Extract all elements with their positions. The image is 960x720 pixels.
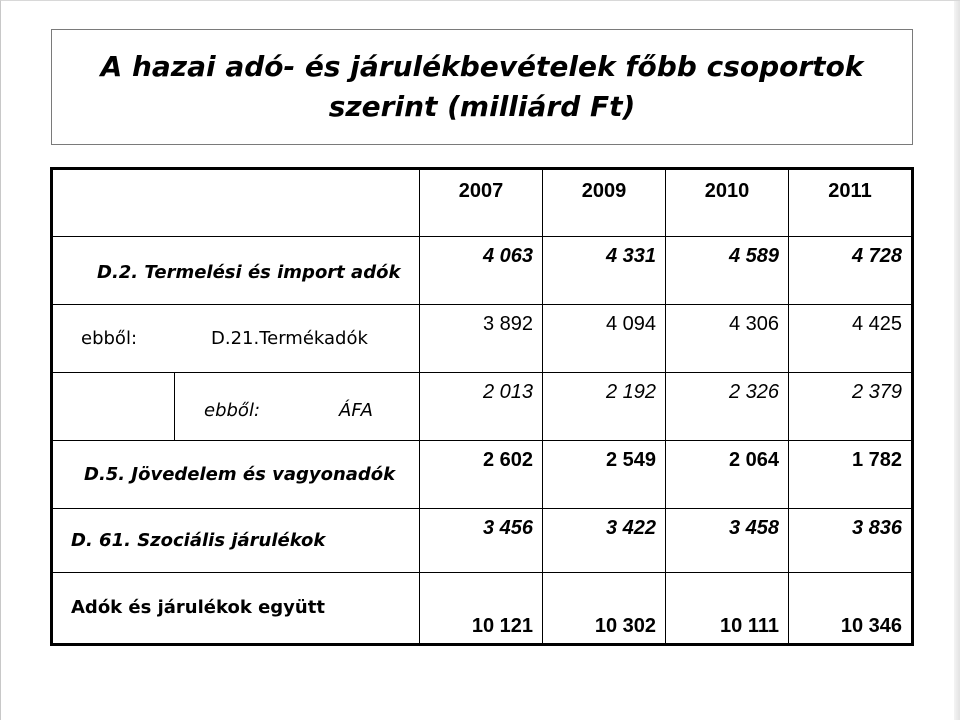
value-cell: 3 458 (666, 509, 789, 573)
table-row (52, 441, 913, 509)
title-line-1: A hazai adó- és járulékbevételek főbb csoportok (100, 50, 864, 83)
table-row (52, 237, 913, 305)
revenue-table (50, 167, 914, 646)
value-cell: 3 836 (789, 509, 913, 573)
value-cell: 4 728 (789, 237, 913, 305)
header-row (52, 169, 913, 237)
header-empty-cell (52, 169, 420, 237)
value-cell: 2 602 (420, 441, 543, 509)
row-label-cell (52, 509, 420, 573)
value-cell: 2 192 (543, 373, 666, 441)
value-cell: 10 346 (789, 573, 913, 645)
value-cell: 1 782 (789, 441, 913, 509)
value-cell: 3 892 (420, 305, 543, 373)
row-label-cell (52, 305, 420, 373)
row-label-cell (175, 373, 420, 441)
value-cell: 2 064 (666, 441, 789, 509)
row-label: D.21.Termékadók (211, 328, 368, 349)
row-prefix: ebből: (204, 400, 261, 421)
table-row (52, 305, 913, 373)
table-row (52, 573, 913, 645)
value-cell: 2 013 (420, 373, 543, 441)
value-cell: 2 379 (789, 373, 913, 441)
value-cell: 4 306 (666, 305, 789, 373)
value-cell: 2 549 (543, 441, 666, 509)
row-prefix: ebből: (81, 328, 138, 349)
value-cell: 4 425 (789, 305, 913, 373)
table-row (52, 373, 913, 441)
row-label: D.5. Jövedelem és vagyonadók (84, 464, 396, 485)
value-cell: 4 063 (420, 237, 543, 305)
title-line-2: szerint (milliárd Ft) (328, 90, 636, 123)
row-label-cell (52, 441, 420, 509)
row-label-cell (52, 573, 420, 645)
year-header: 2009 (543, 169, 666, 237)
indent-cell (52, 373, 175, 441)
row-label: Adók és járulékok együtt (71, 597, 325, 618)
row-label-cell (52, 237, 420, 305)
value-cell: 4 331 (543, 237, 666, 305)
title-box (51, 29, 913, 145)
value-cell: 3 456 (420, 509, 543, 573)
year-header: 2011 (789, 169, 913, 237)
row-label: ÁFA (339, 400, 373, 421)
row-label: D. 61. Szociális járulékok (71, 530, 326, 551)
value-cell: 4 589 (666, 237, 789, 305)
year-header: 2007 (420, 169, 543, 237)
year-header: 2010 (666, 169, 789, 237)
value-cell: 10 111 (666, 573, 789, 645)
value-cell: 2 326 (666, 373, 789, 441)
value-cell: 10 121 (420, 573, 543, 645)
value-cell: 10 302 (543, 573, 666, 645)
table-row (52, 509, 913, 573)
value-cell: 3 422 (543, 509, 666, 573)
row-label: D.2. Termelési és import adók (97, 262, 401, 283)
value-cell: 4 094 (543, 305, 666, 373)
